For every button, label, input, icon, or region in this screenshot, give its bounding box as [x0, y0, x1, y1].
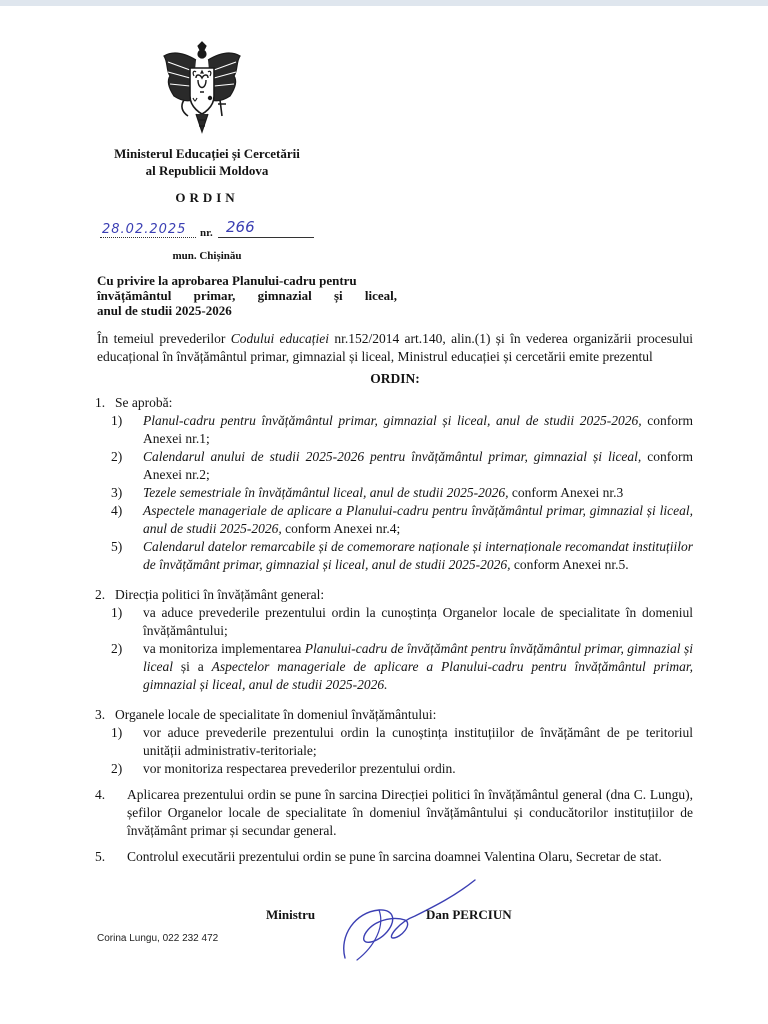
item-italic: Calendarul datelor remarcabile și de comemorare naționale și internaționale recomandat instituțiilor de învățământ primar, gimnazial și liceal, anul de studii 2025-2026,	[143, 539, 693, 572]
item-text: vor aduce prevederile prezentului ordin la cunoștința instituțiilor de învățământ de pe teritoriul unității administrativ-teritoriale;	[143, 725, 693, 758]
signatory-role: Ministru	[266, 907, 316, 922]
section-1-number: 1.	[95, 395, 106, 410]
section-3	[95, 706, 693, 778]
section-5	[95, 848, 693, 866]
item-text-c: și a	[173, 659, 212, 674]
list-item	[111, 760, 693, 778]
section-1	[95, 394, 693, 574]
contact-line: Corina Lungu, 022 232 472	[97, 933, 219, 944]
item-plain: conform Anexei nr.5.	[510, 557, 629, 572]
list-item	[111, 604, 693, 640]
item-text-d: Aspectelor manageriale de aplicare a Planului-cadru pentru învățământul primar, gimnazial și liceal, anul de studii 2025-2026.	[143, 659, 693, 692]
ministry-line-2: al Republicii Moldova	[145, 163, 269, 178]
item-plain: conform Anexei nr.4;	[281, 521, 401, 536]
list-item	[111, 502, 693, 538]
signatory-name: Dan PERCIUN	[426, 907, 512, 922]
subject-line-3: anul de studii 2025-2026	[97, 303, 232, 318]
item-plain: conform Anexei nr.3	[508, 485, 624, 500]
section-1-title: Se aprobă:	[115, 395, 173, 410]
handwritten-date: 28.02.2025	[102, 222, 187, 237]
section-3-number: 3.	[95, 707, 106, 722]
coat-of-arms-icon	[160, 40, 244, 138]
subject-line-1: Cu privire la aprobarea Planului-cadru pentru	[97, 273, 357, 288]
list-item	[111, 724, 693, 760]
item-italic: Tezele semestriale în învățământul liceal, anul de studii 2025-2026,	[143, 485, 509, 500]
item-number: 2)	[111, 449, 123, 464]
item-number: 1)	[111, 413, 123, 428]
date-underline	[100, 237, 196, 238]
list-item	[111, 640, 693, 694]
item-number: 3)	[111, 485, 123, 500]
list-item	[111, 448, 694, 484]
number-label: nr.	[200, 227, 213, 239]
subject-heading	[97, 273, 397, 318]
date-number-line	[100, 220, 320, 242]
item-number: 1)	[111, 725, 123, 740]
item-text: vor monitoriza respectarea prevederilor prezentului ordin.	[143, 761, 456, 776]
item-number: 4)	[111, 503, 123, 518]
item-number: 2)	[111, 641, 123, 656]
item-text: va aduce prevederile prezentului ordin la cunoștința Organelor locale de specialitate în domeniul învățământului;	[143, 605, 693, 638]
item-text-b: Planului-cadru de învățământ pentru învățământul primar, gimnazial și liceal	[143, 641, 693, 674]
section-4-text: Aplicarea prezentului ordin se pune în sarcina Direcției politici în învățământul general (dna C. Lungu), șefilor Organelor locale de specialitate în domeniul învățământului și conducătorilor instituțiilor de învățământ primar și secundar general.	[127, 787, 693, 838]
section-4-number: 4.	[95, 787, 106, 802]
item-plain: conform Anexei nr.2;	[143, 449, 694, 482]
ministry-line-1: Ministerul Educației și Cercetării	[114, 146, 300, 161]
section-4	[95, 786, 693, 840]
intro-before: În temeiul prevederilor	[97, 331, 231, 346]
list-item	[111, 538, 693, 574]
section-3-title: Organele locale de specialitate în domeniul învățământului:	[115, 707, 437, 722]
document-body	[97, 330, 693, 866]
ministry-name	[96, 145, 318, 179]
item-text-a: va monitoriza implementarea	[143, 641, 305, 656]
number-underline	[218, 237, 314, 238]
document-type: ORDIN	[175, 190, 239, 205]
intro-law: Codului educației	[230, 331, 329, 346]
item-italic: Planul-cadru pentru învățământul primar, gimnazial și liceal, anul de studii 2025-2026,	[143, 413, 642, 428]
section-5-number: 5.	[95, 849, 106, 864]
section-5-text: Controlul executării prezentului ordin se pune în sarcina doamnei Valentina Olaru, Secretar de stat.	[127, 849, 662, 864]
subject-line-2: învățământul primar, gimnazial și liceal,	[97, 288, 397, 303]
handwritten-number: 266	[226, 218, 255, 236]
item-italic: Calendarul anului de studii 2025-2026 pentru învățământul primar, gimnazial și liceal,	[143, 449, 642, 464]
section-2-number: 2.	[95, 587, 106, 602]
section-2-title: Direcția politici în învățământ general:	[115, 587, 325, 602]
intro-paragraph	[97, 330, 693, 366]
ordin-heading: ORDIN:	[370, 371, 420, 386]
list-item	[111, 412, 694, 448]
city: mun. Chișinău	[172, 250, 242, 262]
list-item	[111, 484, 693, 502]
section-2	[95, 586, 693, 694]
intro-after: nr.152/2014 art.140, alin.(1) și în vederea organizării procesului educațional în învățământul primar, gimnazial și liceal, Ministrul educației și cercetării emite prezentul	[97, 331, 694, 364]
item-italic: Aspectele manageriale de aplicare a Planului-cadru pentru învățământul primar, gimnazial și liceal, anul de studii 2025-2026,	[143, 503, 693, 536]
scan-edge	[0, 0, 768, 6]
item-plain: conform Anexei nr.1;	[143, 413, 694, 446]
item-number: 5)	[111, 539, 123, 554]
item-number: 2)	[111, 761, 123, 776]
item-number: 1)	[111, 605, 123, 620]
